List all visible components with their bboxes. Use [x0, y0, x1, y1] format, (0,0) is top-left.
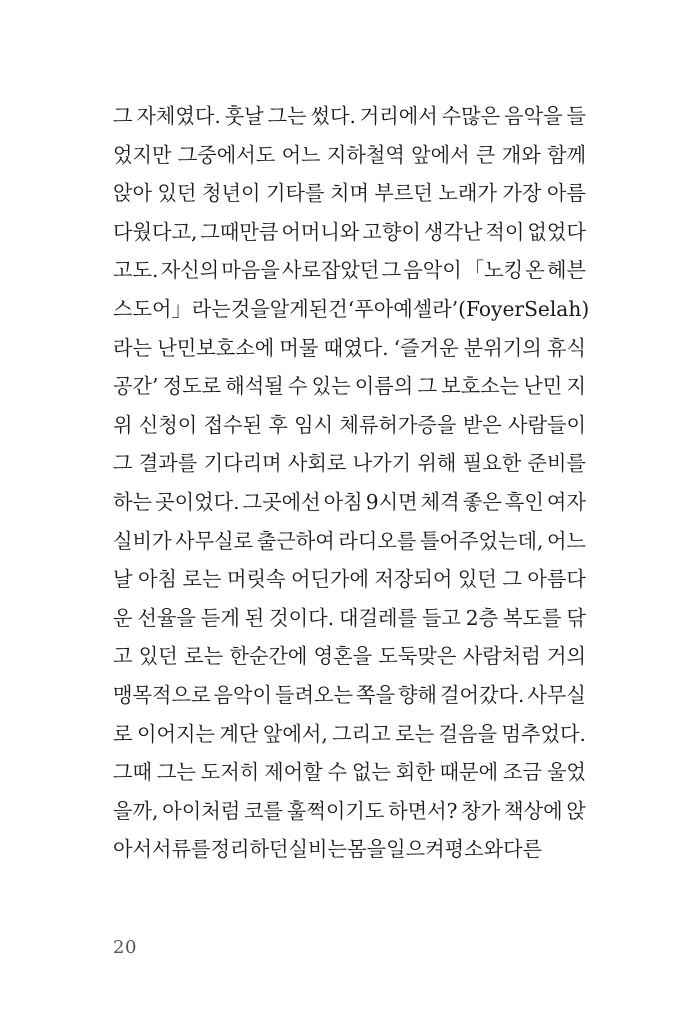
text-segment: 된 — [244, 605, 265, 630]
text-line-inner — [113, 522, 586, 561]
text-line-inner — [113, 213, 586, 252]
text-line — [113, 290, 590, 329]
text-segment: 보호소는 — [441, 374, 520, 399]
text-segment: 분위기의 — [463, 335, 542, 360]
text-segment: 「노킹 — [463, 258, 524, 283]
text-segment: 자신의 — [160, 258, 220, 283]
text-line-inner — [113, 174, 586, 213]
text-segment: 수많은 — [441, 104, 501, 128]
text-segment: 들려오는 — [275, 682, 354, 707]
text-segment: 었지만 — [113, 142, 172, 167]
text-line — [113, 715, 586, 754]
text-segment: 앞에서 — [411, 142, 470, 167]
text-segment: 어딘가에 — [290, 567, 369, 592]
text-segment: 있던 — [157, 181, 197, 206]
text-segment: 사로잡았던 — [281, 258, 380, 283]
text-segment: 가장 — [502, 181, 542, 206]
text-segment: 그 — [381, 258, 402, 283]
text-line-inner — [113, 406, 586, 445]
text-line-inner — [113, 251, 586, 290]
text-segment: 선율을 — [137, 605, 196, 630]
text-line-inner — [113, 676, 586, 715]
text-segment: 것이다. — [269, 605, 335, 630]
text-segment: 임시 — [294, 412, 334, 437]
text-segment: 정도로 — [162, 374, 222, 399]
text-segment: 사람들이 — [507, 412, 586, 437]
text-line — [113, 367, 586, 406]
text-segment: 도저히 — [200, 760, 260, 785]
text-segment: 마음을 — [221, 258, 280, 283]
text-segment: 사무실로 — [175, 528, 254, 553]
page-number: 20 — [113, 937, 137, 958]
text-segment: 흑인 — [504, 489, 544, 514]
text-segment: 영혼을 — [313, 644, 373, 669]
text-segment: 그는 — [156, 760, 196, 785]
text-line-inner — [113, 290, 590, 329]
text-line-inner — [113, 97, 586, 136]
text-segment: 한순간에 — [229, 644, 308, 669]
text-segment: 복도를 — [503, 605, 562, 630]
text-segment: 있던 — [457, 567, 497, 592]
text-segment: 건 — [328, 296, 348, 321]
text-segment: 회한 — [395, 760, 435, 785]
text-segment: 앞에서, — [262, 721, 328, 746]
text-segment: ‘즐거운 — [393, 335, 459, 360]
text-segment: 코를 — [244, 798, 284, 823]
text-segment: 머물 — [279, 335, 319, 360]
text-segment: 난민 — [523, 374, 563, 399]
text-segment: 쪽을 — [356, 682, 396, 707]
text-line — [113, 599, 586, 638]
text-segment: 로는 — [395, 721, 435, 746]
text-segment: 스 — [113, 296, 133, 321]
text-segment: 것을 — [230, 296, 270, 321]
text-segment: 서류를 — [152, 837, 211, 862]
text-line — [113, 522, 586, 561]
text-segment: 로 — [113, 721, 133, 746]
text-segment: 신청이 — [138, 412, 198, 437]
text-segment: 휴식 — [546, 335, 586, 360]
text-segment: 날 — [113, 567, 133, 592]
text-segment: 지하철역 — [326, 142, 405, 167]
text-segment: 어머니와 — [281, 219, 360, 244]
text-segment: 때문에 — [439, 760, 499, 785]
text-line-inner — [113, 753, 586, 792]
text-segment: 공간’ — [113, 374, 159, 399]
text-segment: 운 — [113, 605, 133, 630]
text-segment: 기타를 — [265, 181, 325, 206]
text-line — [113, 213, 586, 252]
text-segment: 아서 — [113, 837, 153, 862]
text-segment: 개와 — [501, 142, 541, 167]
text-segment: 있던 — [138, 644, 178, 669]
text-segment: 맹목적으로 — [113, 682, 211, 707]
text-segment: 아침 — [323, 489, 363, 514]
text-segment: 수 — [287, 374, 308, 399]
text-segment: 음악을 — [504, 104, 563, 128]
text-segment: 걸어갔다. — [440, 682, 525, 707]
text-segment: 그 — [417, 374, 437, 399]
text-line-inner — [113, 637, 586, 676]
text-segment: 준비를 — [527, 451, 586, 476]
text-segment: 셀라’(Foyer — [412, 296, 525, 321]
text-segment: 멈추었다. — [501, 721, 586, 746]
text-segment: 로는 — [184, 644, 224, 669]
text-line-inner — [113, 792, 586, 831]
text-segment: ‘푸아예 — [347, 296, 413, 321]
text-segment: 앉 — [566, 798, 586, 823]
text-line — [113, 676, 586, 715]
text-line-inner — [113, 367, 586, 406]
text-segment: 다웠다고, — [113, 219, 198, 244]
text-segment: 체격 — [420, 489, 460, 514]
text-segment: 온 — [525, 258, 545, 283]
text-segment: 9시면 — [365, 489, 418, 514]
text-segment: 출근하여 — [256, 528, 335, 553]
text-segment: 훗날 — [224, 104, 264, 128]
text-segment: 후 — [268, 412, 288, 437]
text-segment: 사람처럼 — [462, 644, 541, 669]
text-segment: 어느 — [546, 528, 586, 553]
text-segment: 라디오를 — [338, 528, 417, 553]
text-segment: 사회로 — [287, 451, 347, 476]
text-segment: 몸을 — [347, 837, 387, 862]
text-segment: 음악이 — [403, 258, 462, 283]
text-segment: 헤븐 — [546, 258, 586, 283]
text-segment: 틀어주었는데, — [419, 528, 544, 553]
text-line-inner — [113, 599, 586, 638]
text-segment: 곳이었다. — [155, 489, 240, 514]
text-segment: 대걸레를 — [338, 605, 417, 630]
text-line — [113, 792, 586, 831]
text-segment: 함께 — [546, 142, 586, 167]
text-segment: 그곳에선 — [242, 489, 321, 514]
text-segment: 듣게 — [200, 605, 240, 630]
text-segment: 이어지는 — [136, 721, 215, 746]
text-segment: 아침 — [137, 567, 177, 592]
text-segment: 필요한 — [462, 451, 522, 476]
text-segment: 음악이 — [213, 682, 273, 707]
text-segment: 들 — [566, 104, 586, 128]
text-segment: 사무실 — [527, 682, 586, 707]
text-segment: 알게 — [269, 296, 309, 321]
text-segment: 적이 — [485, 219, 525, 244]
text-segment: 거의 — [546, 644, 586, 669]
text-segment: 평소와 — [444, 837, 504, 862]
text-line — [113, 753, 586, 792]
text-segment: 없었다 — [527, 219, 586, 244]
text-segment: 나가기 — [352, 451, 412, 476]
text-line-inner — [113, 830, 586, 869]
text-segment: 때였다. — [323, 335, 389, 360]
text-segment: 해석될 — [225, 374, 284, 399]
text-segment: 고 — [113, 644, 133, 669]
text-line — [113, 830, 586, 869]
text-line — [113, 136, 586, 175]
text-line — [113, 560, 586, 599]
text-line-inner — [113, 483, 586, 522]
text-segment: 그리고 — [332, 721, 391, 746]
text-segment: 제어할 — [264, 760, 323, 785]
text-segment: 결과를 — [138, 451, 198, 476]
text-segment: 2층 — [465, 605, 499, 630]
text-segment: 기다리며 — [203, 451, 282, 476]
text-segment: 일으켜 — [386, 837, 445, 862]
text-segment: 책상에 — [504, 798, 563, 823]
text-segment: 접수된 — [203, 412, 263, 437]
text-segment: 하는 — [113, 489, 153, 514]
text-line-inner — [113, 560, 586, 599]
text-line — [113, 97, 586, 136]
text-line — [113, 637, 586, 676]
text-segment: 위해 — [417, 451, 457, 476]
text-segment: 부르던 — [374, 181, 433, 206]
text-segment: 있는 — [311, 374, 351, 399]
text-segment: 향해 — [398, 682, 438, 707]
text-segment: 여자 — [546, 489, 586, 514]
text-line-inner — [113, 136, 586, 175]
text-segment: 머릿속 — [226, 567, 286, 592]
text-line — [113, 329, 586, 368]
text-line — [113, 444, 586, 483]
text-segment: 라는 — [113, 335, 153, 360]
text-segment: 생각난 — [423, 219, 483, 244]
text-segment: 계단 — [219, 721, 259, 746]
text-segment: 지 — [566, 374, 586, 399]
text-segment: 청년이 — [201, 181, 261, 206]
text-segment: 다른 — [503, 837, 543, 862]
text-line — [113, 483, 586, 522]
text-segment: 훌쩍이기도 — [286, 798, 385, 823]
text-segment: 거리에서 — [359, 104, 438, 128]
text-line-inner — [113, 329, 586, 368]
text-segment: 고향이 — [362, 219, 421, 244]
text-segment: 로는 — [182, 567, 222, 592]
text-segment: 없는 — [351, 760, 391, 785]
text-segment: 그 — [113, 104, 133, 128]
text-segment: 받은 — [462, 412, 502, 437]
text-segment: 그는 — [267, 104, 307, 128]
text-segment: 정리하던 — [210, 837, 289, 862]
text-segment: 그때 — [113, 760, 153, 785]
text-line — [113, 406, 586, 445]
text-segment: 아름다 — [527, 567, 586, 592]
text-segment: 도둑맞은 — [378, 644, 457, 669]
text-segment: 체류허가증을 — [339, 412, 457, 437]
text-segment: 이름의 — [354, 374, 414, 399]
text-line — [113, 174, 586, 213]
text-segment: 그 — [113, 451, 133, 476]
text-segment: 창가 — [461, 798, 501, 823]
text-segment: 수 — [327, 760, 348, 785]
text-segment: Selah) — [524, 296, 590, 321]
body-text-block — [113, 97, 590, 869]
text-segment: 난민보호소에 — [157, 335, 275, 360]
text-segment: 자체였다. — [136, 104, 221, 128]
text-segment: 울었 — [546, 760, 586, 785]
text-segment: 위 — [113, 412, 133, 437]
text-segment: 하면서? — [388, 798, 458, 823]
text-segment: 도어」라는 — [132, 296, 231, 321]
text-segment: 실비가 — [113, 528, 172, 553]
text-segment: 그중에서도 — [177, 142, 276, 167]
text-segment: 좋은 — [462, 489, 502, 514]
text-line — [113, 251, 586, 290]
text-segment: 걸음을 — [438, 721, 498, 746]
text-segment: 고도. — [113, 258, 159, 283]
text-segment: 썼다. — [310, 104, 356, 128]
text-segment: 실비는 — [288, 837, 348, 862]
text-segment: 들고 — [421, 605, 461, 630]
text-segment: 아이처럼 — [162, 798, 241, 823]
text-segment: 어느 — [281, 142, 321, 167]
text-segment: 저장되어 — [374, 567, 453, 592]
text-segment: 조금 — [503, 760, 543, 785]
text-segment: 앉아 — [113, 181, 153, 206]
text-segment: 그 — [502, 567, 522, 592]
text-segment: 을까, — [113, 798, 159, 823]
text-segment: 치며 — [329, 181, 369, 206]
text-line-inner — [113, 715, 586, 754]
text-segment: 노래가 — [438, 181, 497, 206]
text-segment: 그때만큼 — [200, 219, 279, 244]
text-segment: 닦 — [566, 605, 586, 630]
text-segment: 된 — [308, 296, 329, 321]
text-segment: 큰 — [475, 142, 496, 167]
text-segment: 아름 — [546, 181, 586, 206]
text-line-inner — [113, 444, 586, 483]
